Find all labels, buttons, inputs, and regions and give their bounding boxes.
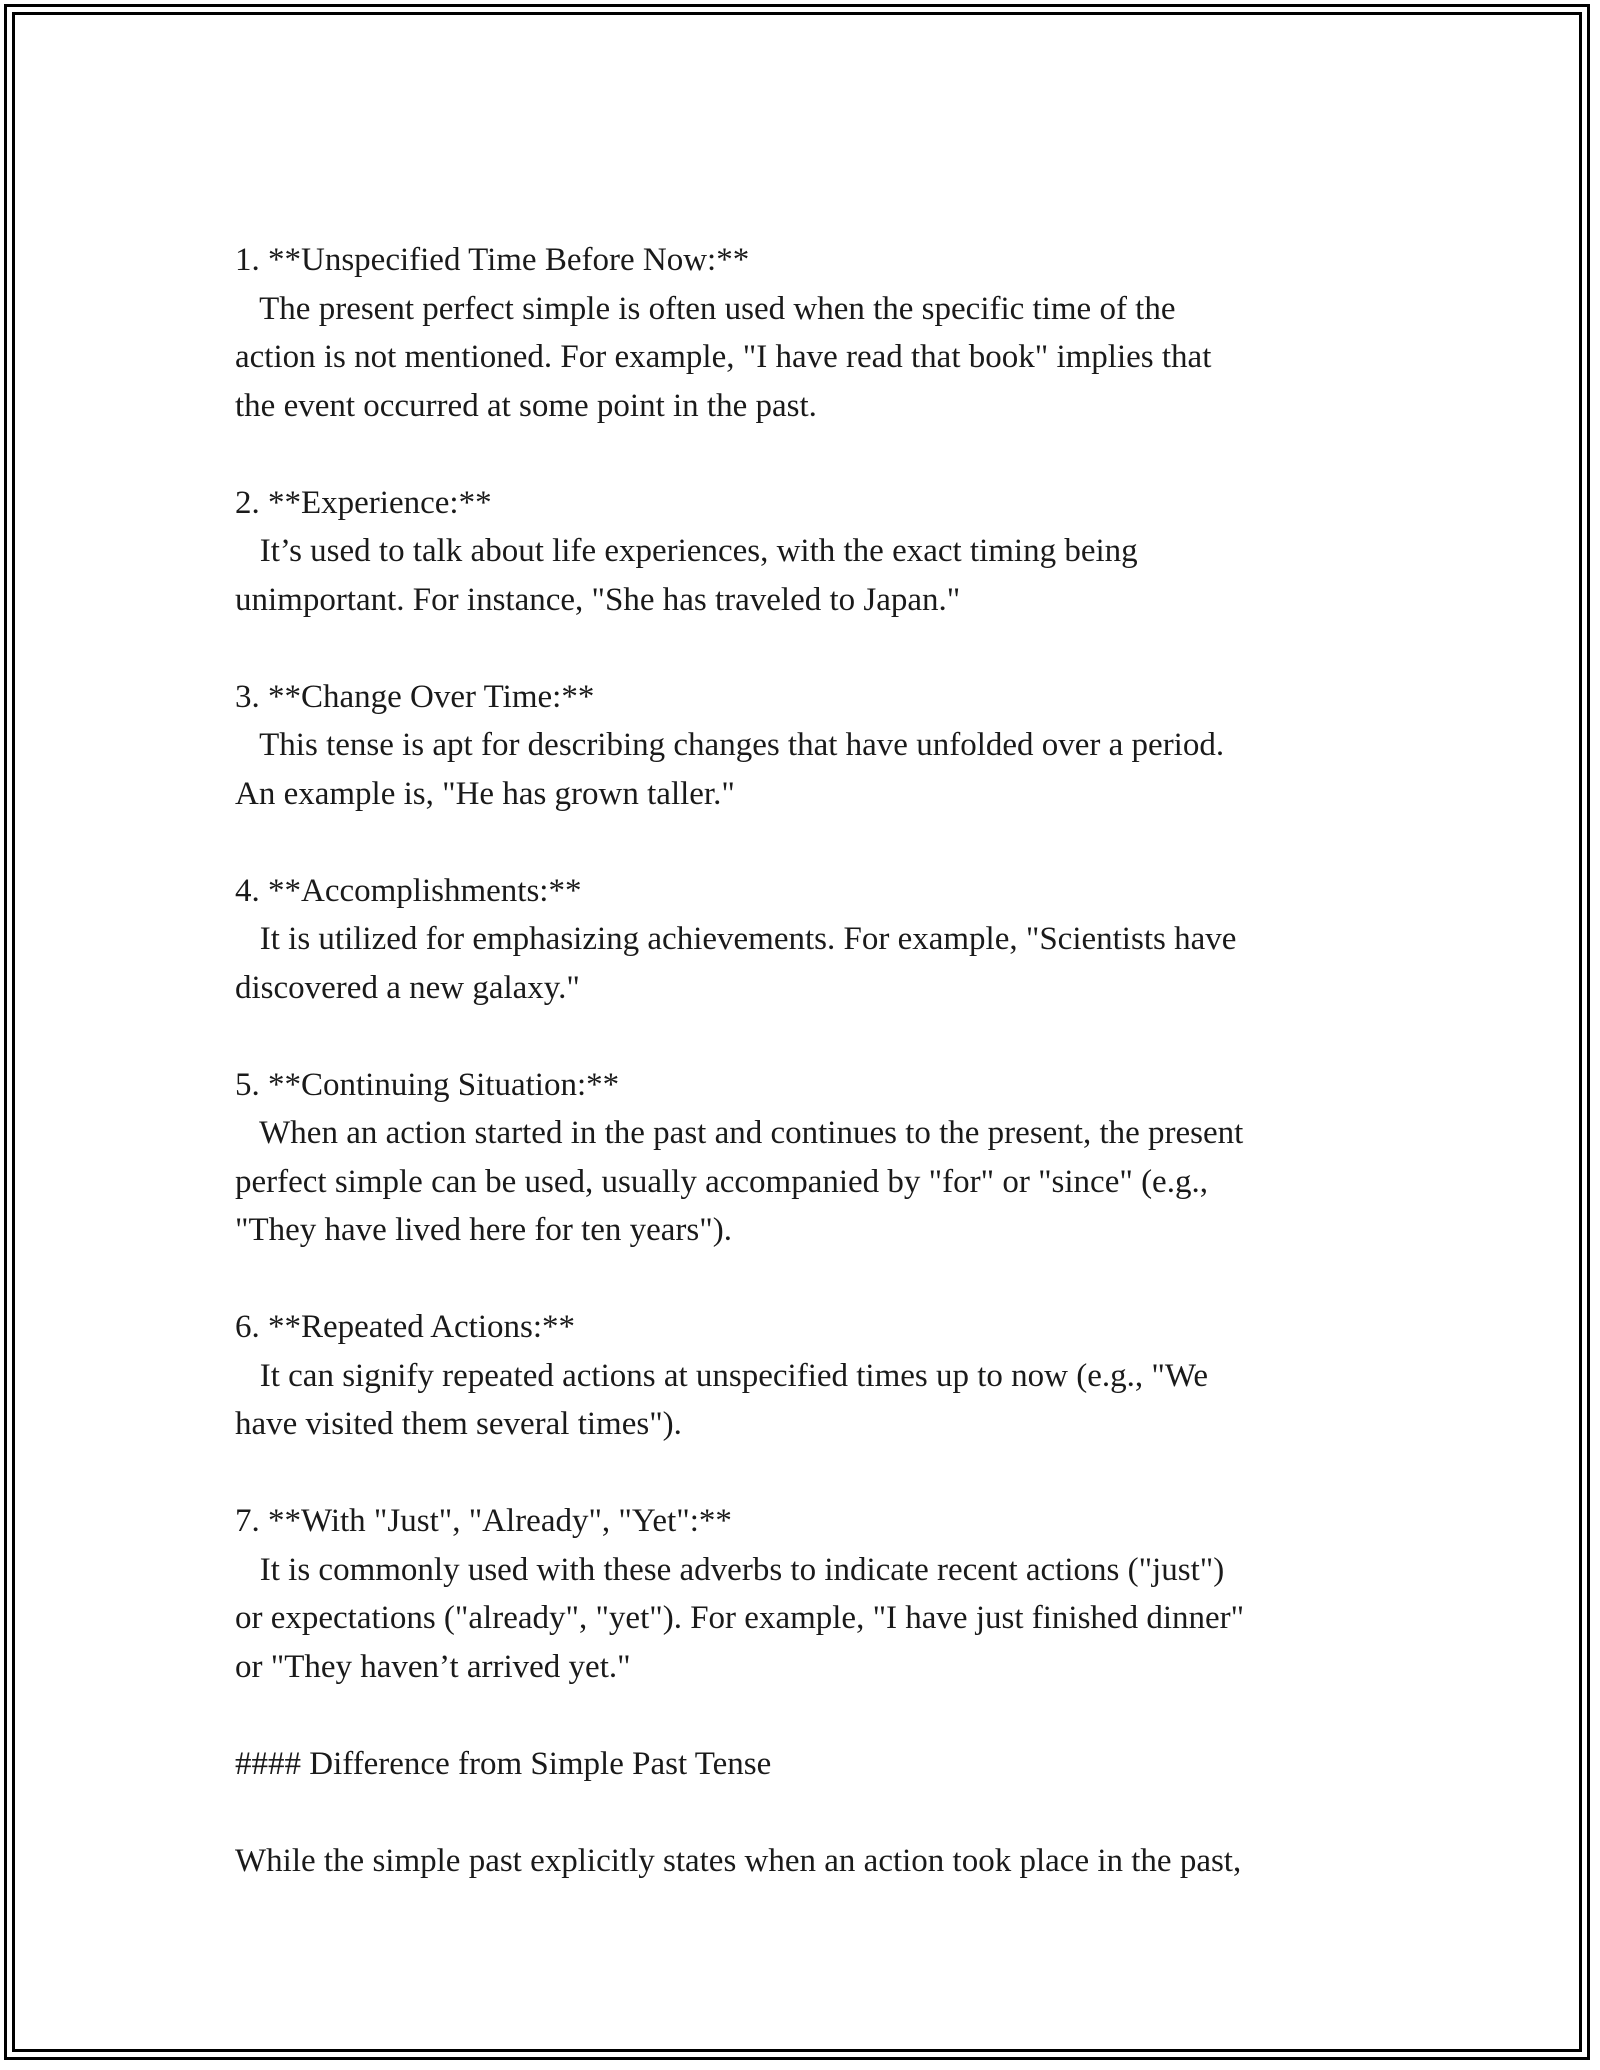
item-text-line: the event occurred at some point in the past.	[235, 387, 817, 424]
list-item	[235, 1303, 1375, 1449]
item-text-line: When an action started in the past and continues to the present, the present	[235, 1115, 1244, 1151]
paragraph-spacer	[235, 1255, 1375, 1304]
item-text-line: perfect simple can be used, usually accompanied by "for" or "since" (e.g.,	[235, 1163, 1208, 1200]
list-item	[235, 236, 1375, 430]
closing-paragraph-line: While the simple past explicitly states when an action took place in the past,	[235, 1842, 1242, 1879]
item-text-line: action is not mentioned. For example, "I have read that book" implies that	[235, 339, 1212, 375]
paragraph-spacer	[235, 1012, 1375, 1061]
item-text-line: or expectations ("already", "yet"). For example, "I have just finished dinner"	[235, 1600, 1245, 1636]
paragraph-spacer	[235, 818, 1375, 867]
list-item	[235, 673, 1375, 819]
list-item	[235, 1061, 1375, 1255]
item-heading: 7. **With "Just", "Already", "Yet":**	[235, 1503, 732, 1539]
item-text-line: It is utilized for emphasizing achievements. For example, "Scientists have	[235, 921, 1237, 957]
paragraph-spacer	[235, 430, 1375, 479]
item-text-line: discovered a new galaxy."	[235, 969, 580, 1006]
item-heading: 2. **Experience:**	[235, 484, 492, 521]
section-heading: #### Difference from Simple Past Tense	[235, 1745, 772, 1782]
item-text-line: have visited them several times").	[235, 1406, 682, 1442]
list-item	[235, 1497, 1375, 1691]
item-text-line: The present perfect simple is often used when the specific time of the	[235, 290, 1176, 327]
item-text-line: or "They haven’t arrived yet."	[235, 1648, 631, 1685]
paragraph-spacer	[235, 1449, 1375, 1498]
list-item	[235, 867, 1375, 1013]
item-text-line: It’s used to talk about life experiences, with the exact timing being	[235, 533, 1138, 569]
item-heading: 4. **Accomplishments:**	[235, 872, 582, 909]
item-text-line: This tense is apt for describing changes that have unfolded over a period.	[235, 727, 1225, 763]
list-item	[235, 479, 1375, 625]
item-heading: 5. **Continuing Situation:**	[235, 1066, 620, 1103]
item-text-line: unimportant. For instance, "She has traveled to Japan."	[235, 581, 961, 618]
item-heading: 1. **Unspecified Time Before Now:**	[235, 242, 750, 278]
item-text-line: An example is, "He has grown taller."	[235, 775, 735, 812]
item-text-line: "They have lived here for ten years").	[235, 1212, 732, 1248]
item-text-line: It is commonly used with these adverbs to indicate recent actions ("just")	[235, 1551, 1225, 1588]
paragraph-spacer	[235, 624, 1375, 673]
item-heading: 6. **Repeated Actions:**	[235, 1309, 576, 1345]
document-body	[235, 236, 1375, 1885]
paragraph-spacer	[235, 1691, 1375, 1740]
item-heading: 3. **Change Over Time:**	[235, 678, 595, 715]
paragraph-spacer	[235, 1788, 1375, 1837]
item-text-line: It can signify repeated actions at unspecified times up to now (e.g., "We	[235, 1357, 1209, 1394]
